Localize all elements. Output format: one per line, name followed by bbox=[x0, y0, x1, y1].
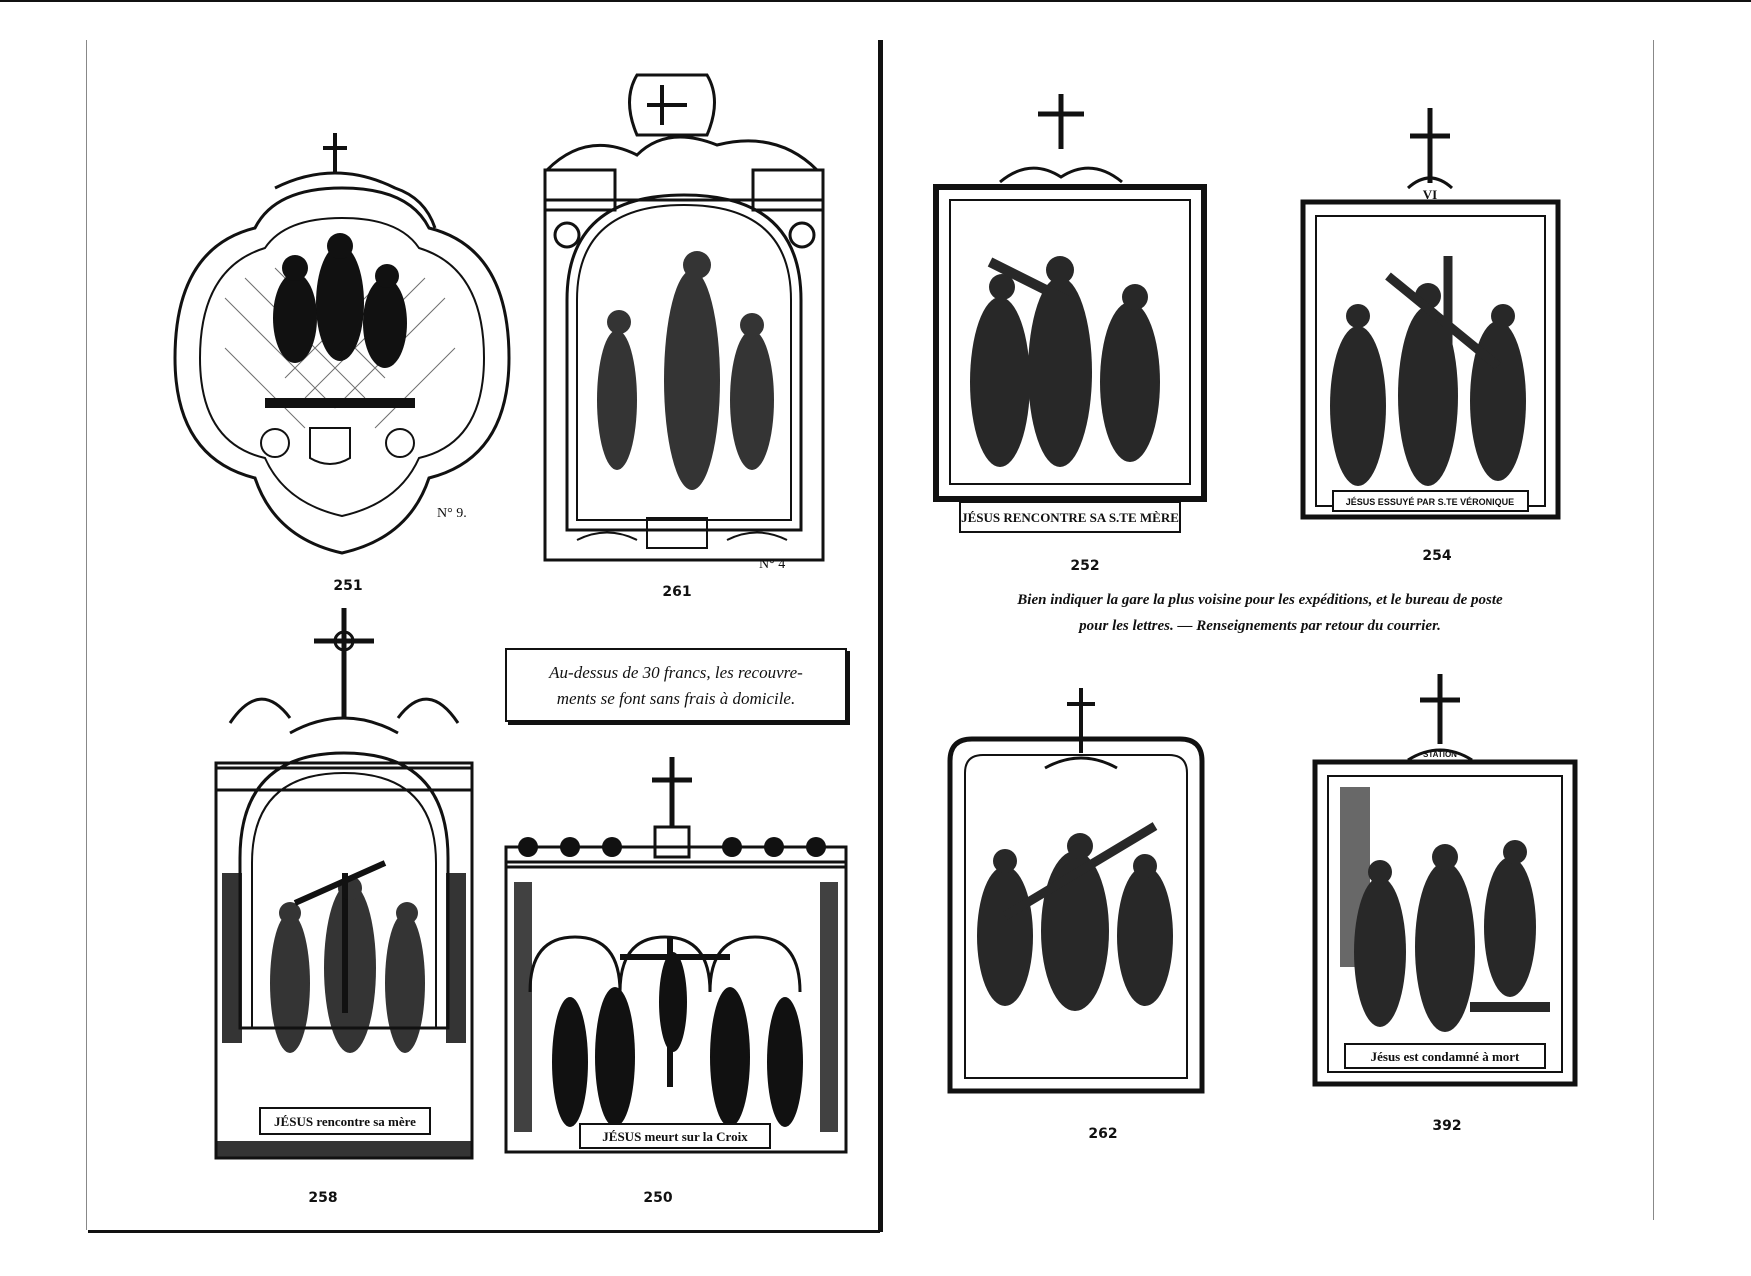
plate-caption: JÉSUS ESSUYÉ PAR S.TE VÉRONIQUE bbox=[1345, 497, 1515, 507]
plate-top-label: STATION bbox=[1423, 750, 1457, 759]
plate-roman-numeral: VI bbox=[1422, 187, 1438, 202]
top-border bbox=[0, 0, 1751, 2]
plate-mark: N° 9. bbox=[437, 506, 467, 521]
plate-250-crucifixion-relief bbox=[500, 752, 852, 1162]
station-relief-illustration bbox=[500, 752, 852, 1162]
station-relief-illustration bbox=[210, 603, 478, 1168]
plate-mark: N° 4 bbox=[759, 557, 786, 572]
plate-251-quatrefoil-station bbox=[165, 128, 520, 563]
station-painting-illustration bbox=[1298, 106, 1563, 524]
plate-261-arched-relief bbox=[537, 60, 833, 570]
margin-line-left bbox=[86, 40, 87, 1230]
plate-392-framed-painting bbox=[1310, 672, 1580, 1092]
plate-number-252: 252 bbox=[1070, 558, 1100, 574]
notice-line-1: Au-dessus de 30 francs, les recouvre- bbox=[549, 663, 803, 682]
station-painting-illustration bbox=[945, 686, 1207, 1099]
shipping-info-line-2: pour les lettres. — Renseignements par retour du courrier. bbox=[1079, 618, 1441, 634]
margin-line-right bbox=[1653, 40, 1654, 1220]
plate-258-arcaded-relief bbox=[210, 603, 478, 1168]
shipping-info-line-1: Bien indiquer la gare la plus voisine pour les expéditions, et le bureau de poste bbox=[1017, 592, 1503, 608]
page-divider bbox=[878, 40, 883, 1232]
station-painting-illustration bbox=[1310, 672, 1580, 1092]
station-relief-illustration bbox=[165, 128, 520, 563]
plate-caption: JÉSUS meurt sur la Croix bbox=[602, 1129, 748, 1144]
plate-number-254: 254 bbox=[1422, 548, 1452, 564]
station-painting-illustration bbox=[930, 92, 1212, 540]
plate-caption: JÉSUS rencontre sa mère bbox=[274, 1114, 416, 1129]
plate-caption: JÉSUS RENCONTRE SA S.TE MÈRE bbox=[961, 510, 1179, 525]
station-relief-illustration bbox=[537, 60, 833, 570]
bottom-rule-left bbox=[88, 1230, 880, 1233]
notice-line-2: ments se font sans frais à domicile. bbox=[556, 689, 796, 708]
plate-number-262: 262 bbox=[1088, 1126, 1118, 1142]
plate-caption: Jésus est condamné à mort bbox=[1370, 1049, 1520, 1064]
notice-box bbox=[505, 648, 847, 722]
plate-number-251: 251 bbox=[333, 578, 363, 594]
shipping-info bbox=[940, 587, 1580, 639]
plate-number-392: 392 bbox=[1432, 1118, 1462, 1134]
plate-number-258: 258 bbox=[308, 1190, 338, 1206]
plate-number-261: 261 bbox=[662, 584, 692, 600]
plate-262-rounded-painting bbox=[945, 686, 1207, 1099]
plate-number-250: 250 bbox=[643, 1190, 673, 1206]
plate-252-framed-painting bbox=[930, 92, 1212, 540]
plate-254-framed-painting bbox=[1298, 106, 1563, 524]
